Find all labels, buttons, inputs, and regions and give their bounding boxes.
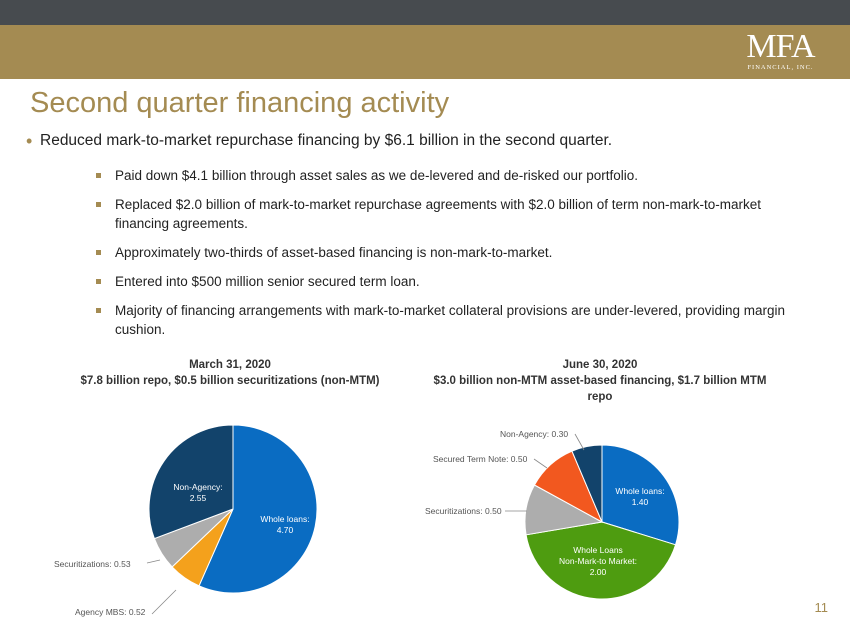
logo-text: MFA (746, 28, 815, 65)
slice-label: Non-Agency: 2.55 (173, 482, 223, 503)
leader-line (575, 434, 584, 450)
sub-bullet: Paid down $4.1 billion through asset sales as we de-levered and de-risked our portfolio. (96, 166, 826, 185)
slice-label: Agency MBS: 0.52 (75, 607, 146, 617)
slice-label: Secured Term Note: 0.50 (433, 454, 528, 464)
bullet-dot-icon: • (26, 131, 33, 151)
slice-label: Whole Loans Non-Mark-to Market: 2.00 (559, 545, 637, 577)
leader-line (534, 459, 547, 468)
left-chart-subtitle: $7.8 billion repo, $0.5 billion securitizations (non-MTM) (80, 375, 380, 387)
leader-line (147, 560, 160, 563)
slice-label: Non-Agency: 0.30 (500, 429, 569, 439)
page-number: 11 (814, 600, 828, 615)
left-chart-title: March 31, 2020 (189, 359, 271, 371)
main-bullet-text: Reduced mark-to-market repurchase financing by $6.1 billion in the second quarter. (40, 132, 613, 149)
slice-label: Securitizations: 0.53 (54, 559, 131, 569)
logo-subtext: FINANCIAL, INC. (747, 64, 814, 71)
leader-line (152, 590, 176, 614)
page-title: Second quarter financing activity (30, 87, 450, 119)
right-chart-title: June 30, 2020 (562, 359, 638, 371)
sub-bullet: Majority of financing arrangements with mark-to-market collateral provisions are under-levered, providing margin cushion. (96, 301, 826, 339)
sub-bullet: Approximately two-thirds of asset-based financing is non-mark-to-market. (96, 243, 826, 262)
sub-bullet: Replaced $2.0 billion of mark-to-market repurchase agreements with $2.0 billion of term non-mark-to-market financing agreements. (96, 195, 826, 233)
slice-label: Securitizations: 0.50 (425, 506, 502, 516)
right-chart-subtitle: $3.0 billion non-MTM asset-based financing, $1.7 billion MTM repo (433, 375, 767, 403)
slice-label: Whole loans: 4.70 (260, 514, 310, 535)
sub-bullet: Entered into $500 million senior secured term loan. (96, 272, 826, 291)
slice-label: Whole loans: 1.40 (615, 486, 665, 507)
